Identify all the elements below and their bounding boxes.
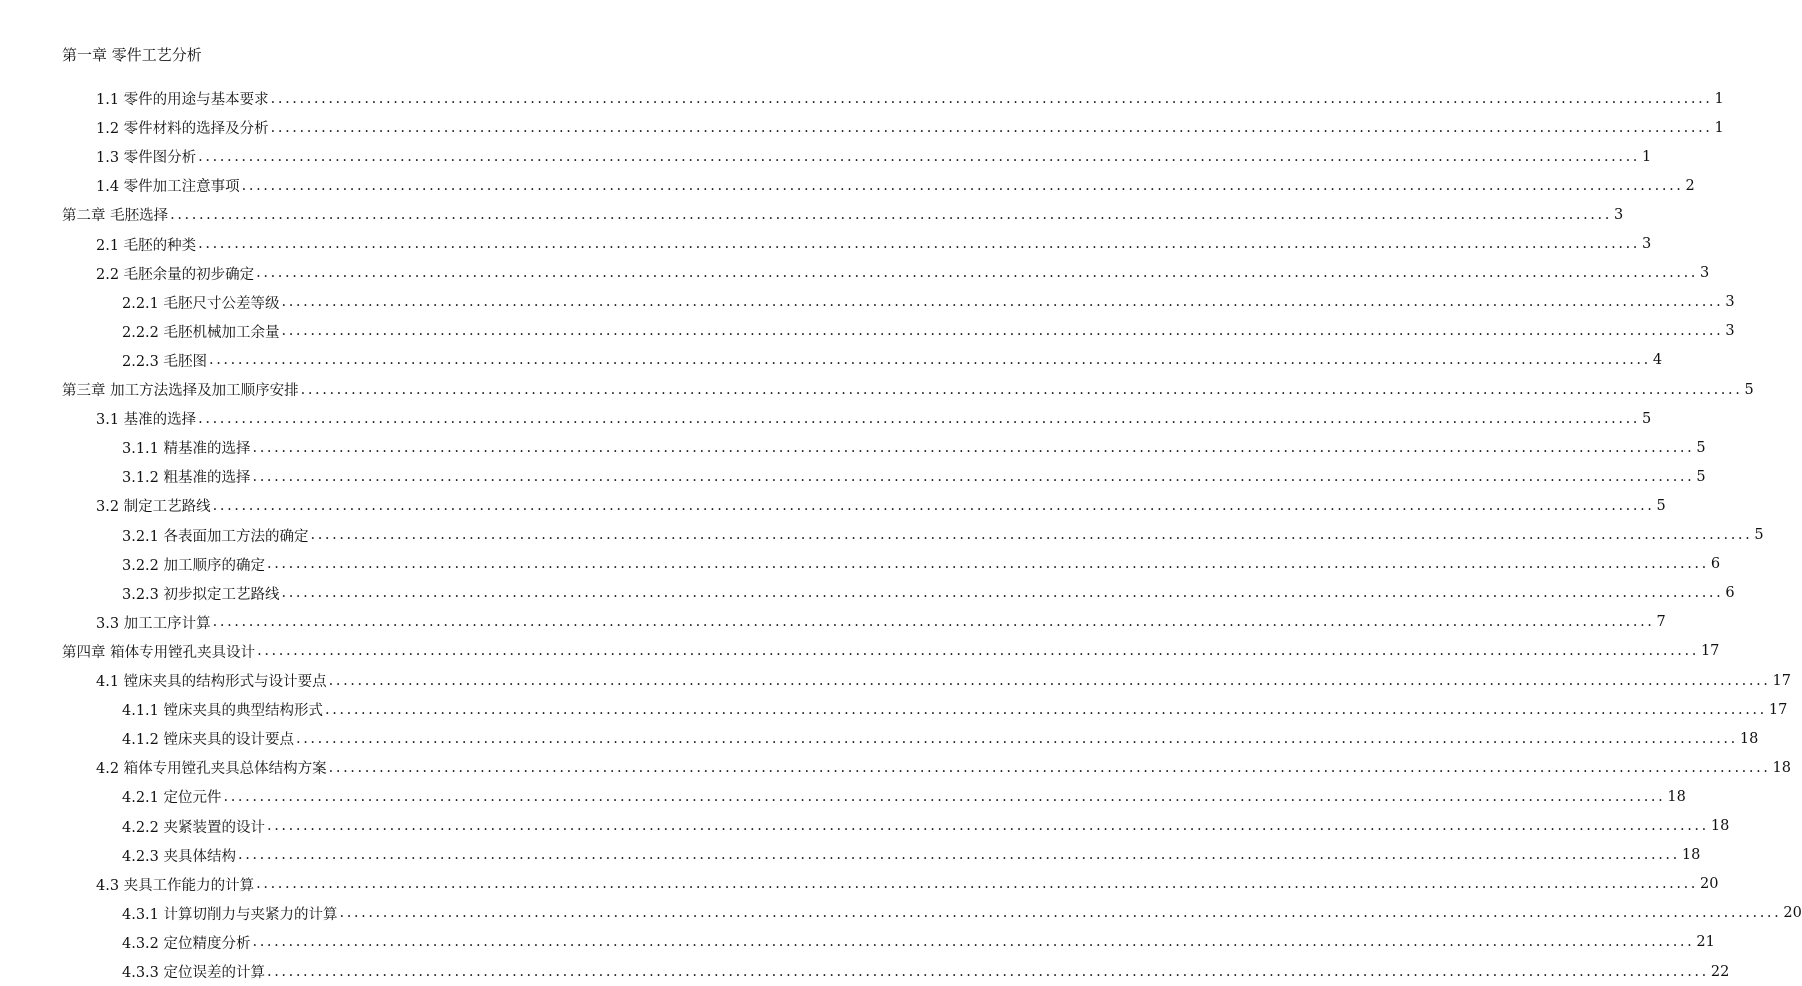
- toc-leader-dots: ........................................................................................................................................................................................................: [170, 206, 1612, 223]
- toc-entry-title: 3.1.1 精基准的选择: [122, 441, 251, 458]
- toc-entry: [96, 753, 1791, 782]
- toc-leader-dots: ........................................................................................................................................................................................................: [252, 934, 1695, 951]
- toc-leader-dots: ........................................................................................................................................................................................................: [325, 701, 1767, 718]
- toc-entry: [96, 404, 1652, 433]
- toc-entry-page-number: 5: [1656, 497, 1666, 514]
- toc-entry: [122, 550, 1721, 579]
- toc-entry-page-number: 5: [1744, 381, 1754, 398]
- toc-entry: [96, 113, 1724, 142]
- toc-entry-title: 4.2.2 夹紧装置的设计: [122, 819, 266, 836]
- toc-leader-dots: ........................................................................................................................................................................................................: [256, 265, 1698, 282]
- toc-entry: [122, 521, 1764, 550]
- toc-entry-page-number: 4: [1652, 352, 1663, 369]
- toc-entry-page-number: 17: [1700, 643, 1720, 660]
- toc-entry: [96, 608, 1666, 637]
- toc-entry: [122, 579, 1735, 608]
- toc-entry-page-number: 6: [1725, 585, 1735, 602]
- toc-entry-page-number: 5: [1642, 410, 1652, 427]
- toc-entry-page-number: 5: [1696, 439, 1706, 456]
- toc-entry: [96, 491, 1666, 520]
- toc-entry-page-number: 18: [1681, 847, 1701, 864]
- toc-leader-dots: ........................................................................................................................................................................................................: [212, 614, 1655, 631]
- toc-entry-title: 2.2.1 毛胚尺寸公差等级: [122, 295, 280, 312]
- toc-leader-dots: ........................................................................................................................................................................................................: [281, 323, 1724, 340]
- toc-entry-title: 4.2.3 夹具体结构: [122, 848, 237, 865]
- toc-entry: [122, 288, 1735, 317]
- toc-entry-page-number: 20: [1700, 876, 1719, 893]
- toc-entry: [96, 142, 1652, 171]
- toc-leader-dots: ........................................................................................................................................................................................................: [209, 352, 1651, 369]
- toc-entry-title: 3.1 基准的选择: [96, 412, 197, 429]
- toc-leader-dots: ........................................................................................................................................................................................................: [267, 963, 1709, 980]
- toc-entry: [122, 317, 1735, 346]
- toc-entry-title: 1.4 零件加工注意事项: [96, 179, 240, 196]
- toc-entry: [96, 171, 1695, 200]
- toc-entry-title: 2.2.3 毛胚图: [122, 353, 208, 370]
- toc-entry-title: 4.2 箱体专用镗孔夹具总体结构方案: [96, 761, 327, 778]
- toc-entry-title: 3.3 加工工序计算: [96, 615, 211, 632]
- toc-entry-title: 4.1 镗床夹具的结构形式与设计要点: [96, 674, 327, 690]
- toc-leader-dots: ........................................................................................................................................................................................................: [198, 236, 1640, 252]
- toc-entry-page-number: 18: [1667, 788, 1686, 805]
- toc-leader-dots: ........................................................................................................................................................................................................: [198, 410, 1640, 427]
- toc-entry-title: 1.1 零件的用途与基本要求: [96, 92, 269, 108]
- toc-entry: [122, 782, 1686, 811]
- toc-leader-dots: ........................................................................................................................................................................................................: [267, 818, 1709, 834]
- toc-leader-dots: ........................................................................................................................................................................................................: [310, 527, 1753, 543]
- toc-leader-dots: ........................................................................................................................................................................................................: [256, 876, 1698, 893]
- toc-entry: [96, 84, 1724, 113]
- toc-leader-dots: ........................................................................................................................................................................................................: [238, 847, 1680, 864]
- toc-entry-page-number: 17: [1772, 672, 1791, 689]
- toc-leader-dots: ........................................................................................................................................................................................................: [212, 497, 1655, 514]
- toc-entry: [96, 259, 1710, 288]
- toc-entry-title: 2.1 毛胚的种类: [96, 237, 197, 254]
- toc-entry-page-number: 18: [1739, 730, 1759, 747]
- toc-entry-title: 第三章 加工方法选择及加工顺序安排: [62, 383, 299, 399]
- toc-entry: [62, 637, 1720, 666]
- toc-entry: [122, 812, 1730, 841]
- toc-entry-page-number: 5: [1696, 468, 1706, 485]
- toc-leader-dots: ........................................................................................................................................................................................................: [257, 643, 1699, 660]
- toc-entry-page-number: 3: [1725, 323, 1735, 340]
- toc-entry: [122, 899, 1802, 928]
- toc-entry-page-number: 17: [1768, 701, 1788, 718]
- toc-leader-dots: ........................................................................................................................................................................................................: [328, 672, 1771, 689]
- toc-entry-title: 1.3 零件图分析: [96, 150, 197, 167]
- toc-leader-dots: ........................................................................................................................................................................................................: [241, 177, 1684, 194]
- toc-entry: [122, 841, 1701, 870]
- toc-entry-title: 3.2.2 加工顺序的确定: [122, 557, 266, 574]
- toc-leader-dots: ........................................................................................................................................................................................................: [300, 381, 1743, 398]
- toc-entry-title: 2.2 毛胚余量的初步确定: [96, 266, 255, 283]
- toc-entry-page-number: 3: [1725, 294, 1735, 311]
- toc-entry-page-number: 7: [1656, 614, 1666, 631]
- toc-entry-title: 3.2.3 初步拟定工艺路线: [122, 586, 280, 603]
- toc-entry: [62, 200, 1624, 229]
- toc-entry-title: 4.1.1 镗床夹具的典型结构形式: [122, 703, 324, 720]
- toc-entry: [96, 230, 1652, 259]
- toc-entry-title: 4.1.2 镗床夹具的设计要点: [122, 732, 295, 749]
- toc-entry: [122, 695, 1788, 724]
- toc-entry-title: 4.3.3 定位误差的计算: [122, 965, 266, 981]
- toc-entry: [122, 462, 1706, 491]
- toc-entry-page-number: 1: [1714, 90, 1724, 107]
- toc-leader-dots: ........................................................................................................................................................................................................: [328, 759, 1771, 776]
- toc-entry: [122, 957, 1730, 986]
- toc-leader-dots: ........................................................................................................................................................................................................: [270, 119, 1713, 136]
- chapter-heading: 第一章 零件工艺分析: [62, 46, 202, 64]
- toc-entry-title: 4.3.1 计算切削力与夹紧力的计算: [122, 906, 338, 923]
- toc-leader-dots: ........................................................................................................................................................................................................: [223, 788, 1666, 805]
- toc-entry-title: 第二章 毛胚选择: [62, 208, 169, 225]
- toc-entry-title: 3.2.1 各表面加工方法的确定: [122, 528, 309, 545]
- toc-entry-title: 3.1.2 粗基准的选择: [122, 470, 251, 487]
- toc-entry-title: 1.2 零件材料的选择及分析: [96, 121, 269, 138]
- toc-leader-dots: ........................................................................................................................................................................................................: [296, 730, 1738, 747]
- toc-entry-page-number: 18: [1710, 818, 1730, 834]
- toc-entry-page-number: 20: [1783, 905, 1802, 922]
- toc-entry-title: 4.3.2 定位精度分析: [122, 935, 251, 952]
- toc-entry-page-number: 3: [1700, 265, 1710, 282]
- toc-leader-dots: ........................................................................................................................................................................................................: [252, 468, 1695, 485]
- toc-entry: [122, 724, 1759, 753]
- toc-entry: [122, 433, 1706, 462]
- toc-entry-page-number: 5: [1754, 527, 1764, 543]
- toc-leader-dots: ........................................................................................................................................................................................................: [270, 90, 1713, 107]
- toc-leader-dots: ........................................................................................................................................................................................................: [267, 556, 1709, 573]
- toc-entry: [122, 928, 1715, 957]
- toc-entry-title: 4.3 夹具工作能力的计算: [96, 877, 255, 894]
- toc-leader-dots: ........................................................................................................................................................................................................: [339, 905, 1782, 922]
- toc-entry-title: 4.2.1 定位元件: [122, 790, 222, 807]
- toc-entry: [96, 666, 1791, 695]
- toc-entry-page-number: 6: [1710, 556, 1721, 573]
- toc-entry-page-number: 2: [1685, 177, 1695, 194]
- toc-entry-title: 第四章 箱体专用镗孔夹具设计: [62, 644, 256, 661]
- toc-entry-title: 2.2.2 毛胚机械加工余量: [122, 324, 280, 341]
- toc-entry-page-number: 22: [1710, 963, 1730, 980]
- toc-entry-page-number: 21: [1696, 934, 1715, 951]
- toc-entry: [96, 870, 1719, 899]
- toc-leader-dots: ........................................................................................................................................................................................................: [198, 148, 1640, 165]
- toc-entry-page-number: 3: [1613, 206, 1624, 223]
- toc-leader-dots: ........................................................................................................................................................................................................: [252, 439, 1695, 456]
- toc-leader-dots: ........................................................................................................................................................................................................: [281, 294, 1724, 311]
- toc-entry-title: 3.2 制定工艺路线: [96, 499, 211, 516]
- toc-entry-page-number: 1: [1714, 119, 1724, 136]
- toc-entry-page-number: 3: [1642, 236, 1652, 252]
- toc-leader-dots: ........................................................................................................................................................................................................: [281, 585, 1724, 602]
- toc-entry-page-number: 1: [1642, 148, 1652, 165]
- toc-entry-page-number: 18: [1772, 759, 1791, 776]
- toc-entry: [122, 346, 1663, 375]
- toc-entry: [62, 375, 1754, 404]
